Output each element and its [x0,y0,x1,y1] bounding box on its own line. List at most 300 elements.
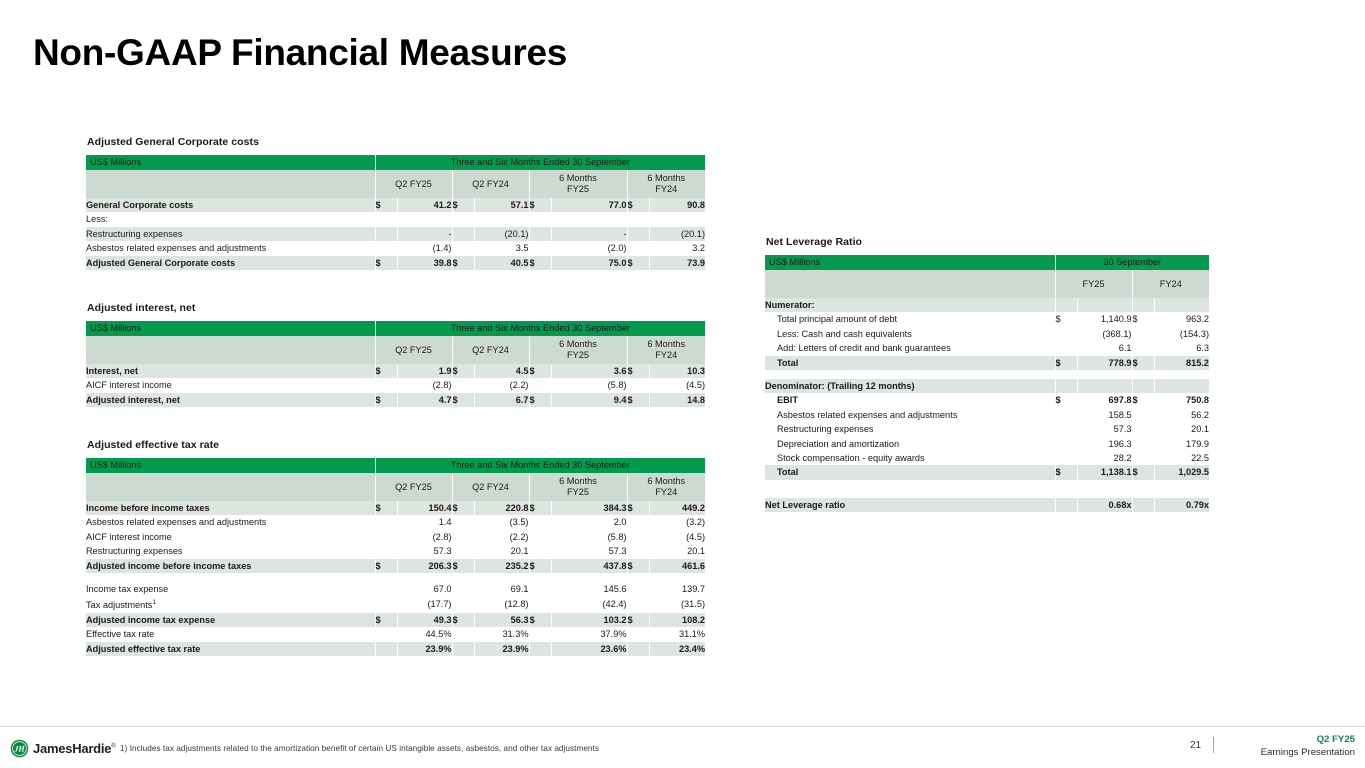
row-label: Tax adjustments$^1$ [86,596,375,612]
column-header-1: FY24 [1132,270,1209,298]
row-value: 31.1% [649,627,705,641]
row-currency-symbol: $ [1132,393,1154,407]
row-value: (4.5) [649,378,705,392]
row-value: (3.2) [649,515,705,529]
row-value: 57.3 [397,544,452,558]
table-row [765,437,1209,451]
row-currency-symbol [1055,451,1077,465]
table-body [86,155,705,198]
row-currency-symbol [1132,422,1154,436]
row-value: (42.4) [551,596,627,612]
row-currency-symbol [452,627,474,641]
row-value: (2.2) [474,378,529,392]
row-currency-symbol: $ [452,364,474,378]
row-currency-symbol [1055,422,1077,436]
table-row [86,515,705,529]
row-currency-symbol [1055,379,1077,393]
spacer-cell [765,370,1209,379]
row-value: (17.7) [397,596,452,612]
row-currency-symbol: $ [375,613,397,627]
row-value: 41.2 [397,198,452,212]
row-currency-symbol: $ [627,198,649,212]
table-row [86,627,705,641]
row-value: 20.1 [1154,422,1209,436]
row-currency-symbol: $ [529,501,551,515]
row-value: 77.0 [551,198,627,212]
row-currency-symbol [375,627,397,641]
table-subheader [765,270,1209,298]
row-value: 56.3 [474,613,529,627]
row-currency-symbol [627,642,649,656]
unit-header: US$ Millions [86,155,375,170]
row-value: (4.5) [649,530,705,544]
row-value: 0.79x [1154,498,1209,512]
row-value: 3.6 [551,364,627,378]
subheader-spacer [86,473,375,501]
column-header-1: Q2 FY24 [452,170,529,198]
row-currency-symbol: $ [375,364,397,378]
table-row [86,613,705,627]
row-currency-symbol [627,227,649,241]
row-value: (2.8) [397,530,452,544]
row-label: EBIT [765,393,1055,407]
row-label: General Corporate costs [86,198,375,212]
row-currency-symbol: $ [1132,312,1154,326]
row-currency-symbol [375,515,397,529]
table-title: Net Leverage Ratio [766,236,863,248]
row-label: Adjusted effective tax rate [86,642,375,656]
row-label: Add: Letters of credit and bank guarantees [765,341,1055,355]
table-row [765,356,1209,370]
row-currency-symbol: $ [452,613,474,627]
row-currency-symbol: $ [1055,356,1077,370]
row-value: 39.8 [397,256,452,270]
row-currency-symbol [529,544,551,558]
row-currency-symbol: $ [1132,356,1154,370]
row-value: 57.3 [1077,422,1132,436]
row-value: 23.4% [649,642,705,656]
row-value: 28.2 [1077,451,1132,465]
table-adjusted-interest-net [86,321,705,407]
row-currency-symbol: $ [452,198,474,212]
row-currency-symbol [1132,341,1154,355]
table-spacer-row [765,370,1209,379]
table-subheader [86,336,705,364]
row-value: (1.4) [397,241,452,255]
row-value: 20.1 [649,544,705,558]
row-value: 23.6% [551,642,627,656]
row-value: 384.3 [551,501,627,515]
row-value [1077,298,1132,312]
row-value: 0.68x [1077,498,1132,512]
table-rows [765,298,1209,512]
table-rows [86,501,705,656]
row-label: Effective tax rate [86,627,375,641]
row-value: 22.5 [1154,451,1209,465]
row-value: (20.1) [649,227,705,241]
row-currency-symbol: $ [529,256,551,270]
row-value: 145.6 [551,582,627,596]
svg-text:JH: JH [14,744,25,754]
row-currency-symbol: $ [627,501,649,515]
row-value: - [551,227,627,241]
subheader-spacer [86,336,375,364]
column-header-3: 6 Months FY24 [627,170,705,198]
row-currency-symbol: $ [452,501,474,515]
table-row [765,451,1209,465]
row-currency-symbol [1055,298,1077,312]
table-row [86,393,705,407]
row-value: 4.7 [397,393,452,407]
table-rows [86,364,705,407]
row-currency-symbol [529,642,551,656]
table-row [86,544,705,558]
row-currency-symbol: $ [1055,393,1077,407]
row-currency-symbol: $ [1055,312,1077,326]
row-currency-symbol [627,627,649,641]
table-row [86,212,705,226]
row-value: 4.5 [474,364,529,378]
row-label: Denominator: (Trailing 12 months) [765,379,1055,393]
row-label: Total principal amount of debt [765,312,1055,326]
table-row [86,582,705,596]
unit-header: US$ Millions [765,255,1055,270]
table-block-adjusted-general-corporate-costs [86,136,706,270]
row-currency-symbol [1055,341,1077,355]
table-row [86,530,705,544]
row-value: 206.3 [397,559,452,573]
footer-deck-name: Earnings Presentation [1260,746,1355,758]
page-number: 21 [1190,740,1202,751]
row-label: Numerator: [765,298,1055,312]
row-currency-symbol [452,227,474,241]
row-currency-symbol [375,582,397,596]
row-value: 158.5 [1077,408,1132,422]
table-adjusted-effective-tax-rate [86,458,705,656]
row-value: (154.3) [1154,327,1209,341]
row-currency-symbol [529,241,551,255]
row-label: Interest, net [86,364,375,378]
table-header-green [86,321,705,336]
row-currency-symbol [375,544,397,558]
jameshardie-logo-icon [10,739,29,758]
row-value: 179.9 [1154,437,1209,451]
period-header: Three and Six Months Ended 30 September [375,321,705,336]
row-currency-symbol [452,241,474,255]
row-value: 6.7 [474,393,529,407]
table-spacer-row [765,489,1209,498]
footer-vertical-divider [1213,737,1214,753]
row-value: 6.3 [1154,341,1209,355]
row-label: Net Leverage ratio [765,498,1055,512]
row-label: Total [765,465,1055,479]
table-subheader [86,473,705,501]
table-net-leverage-ratio [765,255,1209,512]
registered-mark: ® [111,743,116,750]
row-currency-symbol: $ [529,559,551,573]
table-header-green [86,155,705,170]
period-header: Three and Six Months Ended 30 September [375,155,705,170]
table-spacer-row [86,573,705,582]
row-currency-symbol: $ [627,613,649,627]
row-value: 235.2 [474,559,529,573]
table-body [765,255,1209,298]
row-currency-symbol [627,544,649,558]
row-currency-symbol [452,378,474,392]
row-value: (2.2) [474,530,529,544]
row-currency-symbol [1132,298,1154,312]
row-currency-symbol: $ [627,393,649,407]
row-currency-symbol [627,241,649,255]
table-row [86,256,705,270]
period-header: Three and Six Months Ended 30 September [375,458,705,473]
table-adjusted-general-corporate-costs [86,155,705,270]
row-currency-symbol [1055,437,1077,451]
row-value: 150.4 [397,501,452,515]
row-label: Less: Cash and cash equivalents [765,327,1055,341]
row-currency-symbol: $ [529,393,551,407]
table-row [86,198,705,212]
row-value: 461.6 [649,559,705,573]
row-label: Restructuring expenses [765,422,1055,436]
row-currency-symbol [529,582,551,596]
row-currency-symbol: $ [375,501,397,515]
row-value [1154,298,1209,312]
row-value: 103.2 [551,613,627,627]
row-currency-symbol: $ [375,198,397,212]
table-row [765,465,1209,479]
row-label: Less: [86,212,375,226]
table-row [765,341,1209,355]
row-currency-symbol: $ [627,364,649,378]
row-value: 963.2 [1154,312,1209,326]
row-value: (12.8) [474,596,529,612]
column-header-1: Q2 FY24 [452,336,529,364]
row-currency-symbol [529,627,551,641]
table-block-adjusted-interest-net [86,302,706,407]
unit-header: US$ Millions [86,458,375,473]
column-header-2: 6 Months FY25 [529,336,627,364]
table-row [86,364,705,378]
row-value: 57.1 [474,198,529,212]
row-currency-symbol: $ [627,256,649,270]
row-currency-symbol [1132,379,1154,393]
column-header-3: 6 Months FY24 [627,336,705,364]
row-value: 20.1 [474,544,529,558]
row-value: 23.9% [397,642,452,656]
row-currency-symbol [375,378,397,392]
row-value: 90.8 [649,198,705,212]
table-row [86,227,705,241]
row-value: (20.1) [474,227,529,241]
row-value [397,212,452,226]
subheader-spacer [86,170,375,198]
row-value: 108.2 [649,613,705,627]
row-label: Asbestos related expenses and adjustments [86,241,375,255]
row-currency-symbol [375,212,397,226]
table-row [86,241,705,255]
row-currency-symbol [452,582,474,596]
row-currency-symbol [529,530,551,544]
row-value: (5.8) [551,530,627,544]
table-row [86,559,705,573]
row-currency-symbol [1055,498,1077,512]
row-value [1077,379,1132,393]
row-value: 6.1 [1077,341,1132,355]
row-value: 10.3 [649,364,705,378]
row-currency-symbol [452,544,474,558]
row-value: 220.8 [474,501,529,515]
table-row [86,596,705,612]
footnote-marker: 1 [152,599,157,607]
row-value [649,212,705,226]
row-value: 73.9 [649,256,705,270]
column-header-0: Q2 FY25 [375,336,452,364]
column-header-1: Q2 FY24 [452,473,529,501]
row-currency-symbol [452,212,474,226]
column-header-0: FY25 [1055,270,1132,298]
table-body [86,458,705,501]
row-currency-symbol [1132,408,1154,422]
column-header-0: Q2 FY25 [375,473,452,501]
row-value: 815.2 [1154,356,1209,370]
table-row [765,298,1209,312]
row-currency-symbol [375,530,397,544]
row-value: (3.5) [474,515,529,529]
spacer-cell [765,489,1209,498]
row-currency-symbol: $ [529,198,551,212]
column-header-2: 6 Months FY25 [529,473,627,501]
row-currency-symbol [529,596,551,612]
row-value: 56.2 [1154,408,1209,422]
row-currency-symbol [1132,437,1154,451]
row-currency-symbol: $ [375,559,397,573]
row-label: Income tax expense [86,582,375,596]
row-currency-symbol [1055,408,1077,422]
table-row [765,312,1209,326]
table-title: Adjusted interest, net [87,302,196,314]
row-currency-symbol [1132,451,1154,465]
row-value: 67.0 [397,582,452,596]
spacer-cell [86,573,705,582]
table-row [765,327,1209,341]
row-label: Restructuring expenses [86,544,375,558]
row-value: 697.8 [1077,393,1132,407]
table-row [765,393,1209,407]
row-value [551,212,627,226]
row-currency-symbol [452,515,474,529]
table-row [765,422,1209,436]
unit-header: US$ Millions [86,321,375,336]
row-currency-symbol: $ [375,256,397,270]
row-value: 1,140.9 [1077,312,1132,326]
row-value: 1.9 [397,364,452,378]
row-currency-symbol: $ [529,364,551,378]
row-currency-symbol [375,227,397,241]
table-body [86,321,705,364]
row-value: 14.8 [649,393,705,407]
column-header-3: 6 Months FY24 [627,473,705,501]
row-currency-symbol [627,582,649,596]
row-currency-symbol: $ [627,559,649,573]
footer-deck-info [1225,734,1355,759]
row-label: AICF interest income [86,530,375,544]
column-header-0: Q2 FY25 [375,170,452,198]
period-header: 30 September [1055,255,1209,270]
table-rows [86,198,705,270]
row-currency-symbol [529,227,551,241]
row-currency-symbol [375,642,397,656]
row-currency-symbol [627,596,649,612]
row-label: Adjusted General Corporate costs [86,256,375,270]
brand-logo [10,739,115,758]
row-value: 9.4 [551,393,627,407]
row-currency-symbol [1055,327,1077,341]
row-value: 750.8 [1154,393,1209,407]
row-label: Adjusted income tax expense [86,613,375,627]
row-currency-symbol: $ [1132,465,1154,479]
row-currency-symbol [627,378,649,392]
brand-name: JamesHardie® [33,741,116,756]
table-row [765,408,1209,422]
row-currency-symbol: $ [529,613,551,627]
row-value: (2.0) [551,241,627,255]
table-spacer-row [765,480,1209,489]
row-currency-symbol [375,596,397,612]
row-value: 57.3 [551,544,627,558]
row-currency-symbol: $ [452,559,474,573]
column-header-2: 6 Months FY25 [529,170,627,198]
spacer-cell [765,480,1209,489]
row-value: 69.1 [474,582,529,596]
footer-quarter: Q2 FY25 [1316,734,1355,745]
table-row [765,498,1209,512]
row-value: 3.5 [474,241,529,255]
row-value: 778.9 [1077,356,1132,370]
row-currency-symbol [529,378,551,392]
row-label: Income before income taxes [86,501,375,515]
row-value: - [397,227,452,241]
table-row [86,378,705,392]
row-value: 196.3 [1077,437,1132,451]
row-label: Restructuring expenses [86,227,375,241]
row-value: (368.1) [1077,327,1132,341]
row-currency-symbol: $ [452,256,474,270]
row-currency-symbol [1132,498,1154,512]
table-subheader [86,170,705,198]
row-label: AICF interest income [86,378,375,392]
row-value: 44.5% [397,627,452,641]
row-value: 40.5 [474,256,529,270]
row-value: 3.2 [649,241,705,255]
footnote-text: 1) Includes tax adjustments related to the amortization benefit of certain US intangible assets, asbestos, and other tax adjustments [120,744,600,753]
table-title: Adjusted General Corporate costs [87,136,259,148]
row-currency-symbol [529,515,551,529]
row-label: Adjusted interest, net [86,393,375,407]
row-value: 139.7 [649,582,705,596]
row-currency-symbol: $ [1055,465,1077,479]
row-currency-symbol [452,642,474,656]
table-block-net-leverage-ratio [765,236,1209,512]
row-value [1154,379,1209,393]
row-value: 31.3% [474,627,529,641]
row-value: 1,138.1 [1077,465,1132,479]
row-label: Asbestos related expenses and adjustments [765,408,1055,422]
row-currency-symbol [452,530,474,544]
table-block-adjusted-effective-tax-rate [86,439,706,656]
row-currency-symbol: $ [452,393,474,407]
footer-divider [0,726,1365,727]
